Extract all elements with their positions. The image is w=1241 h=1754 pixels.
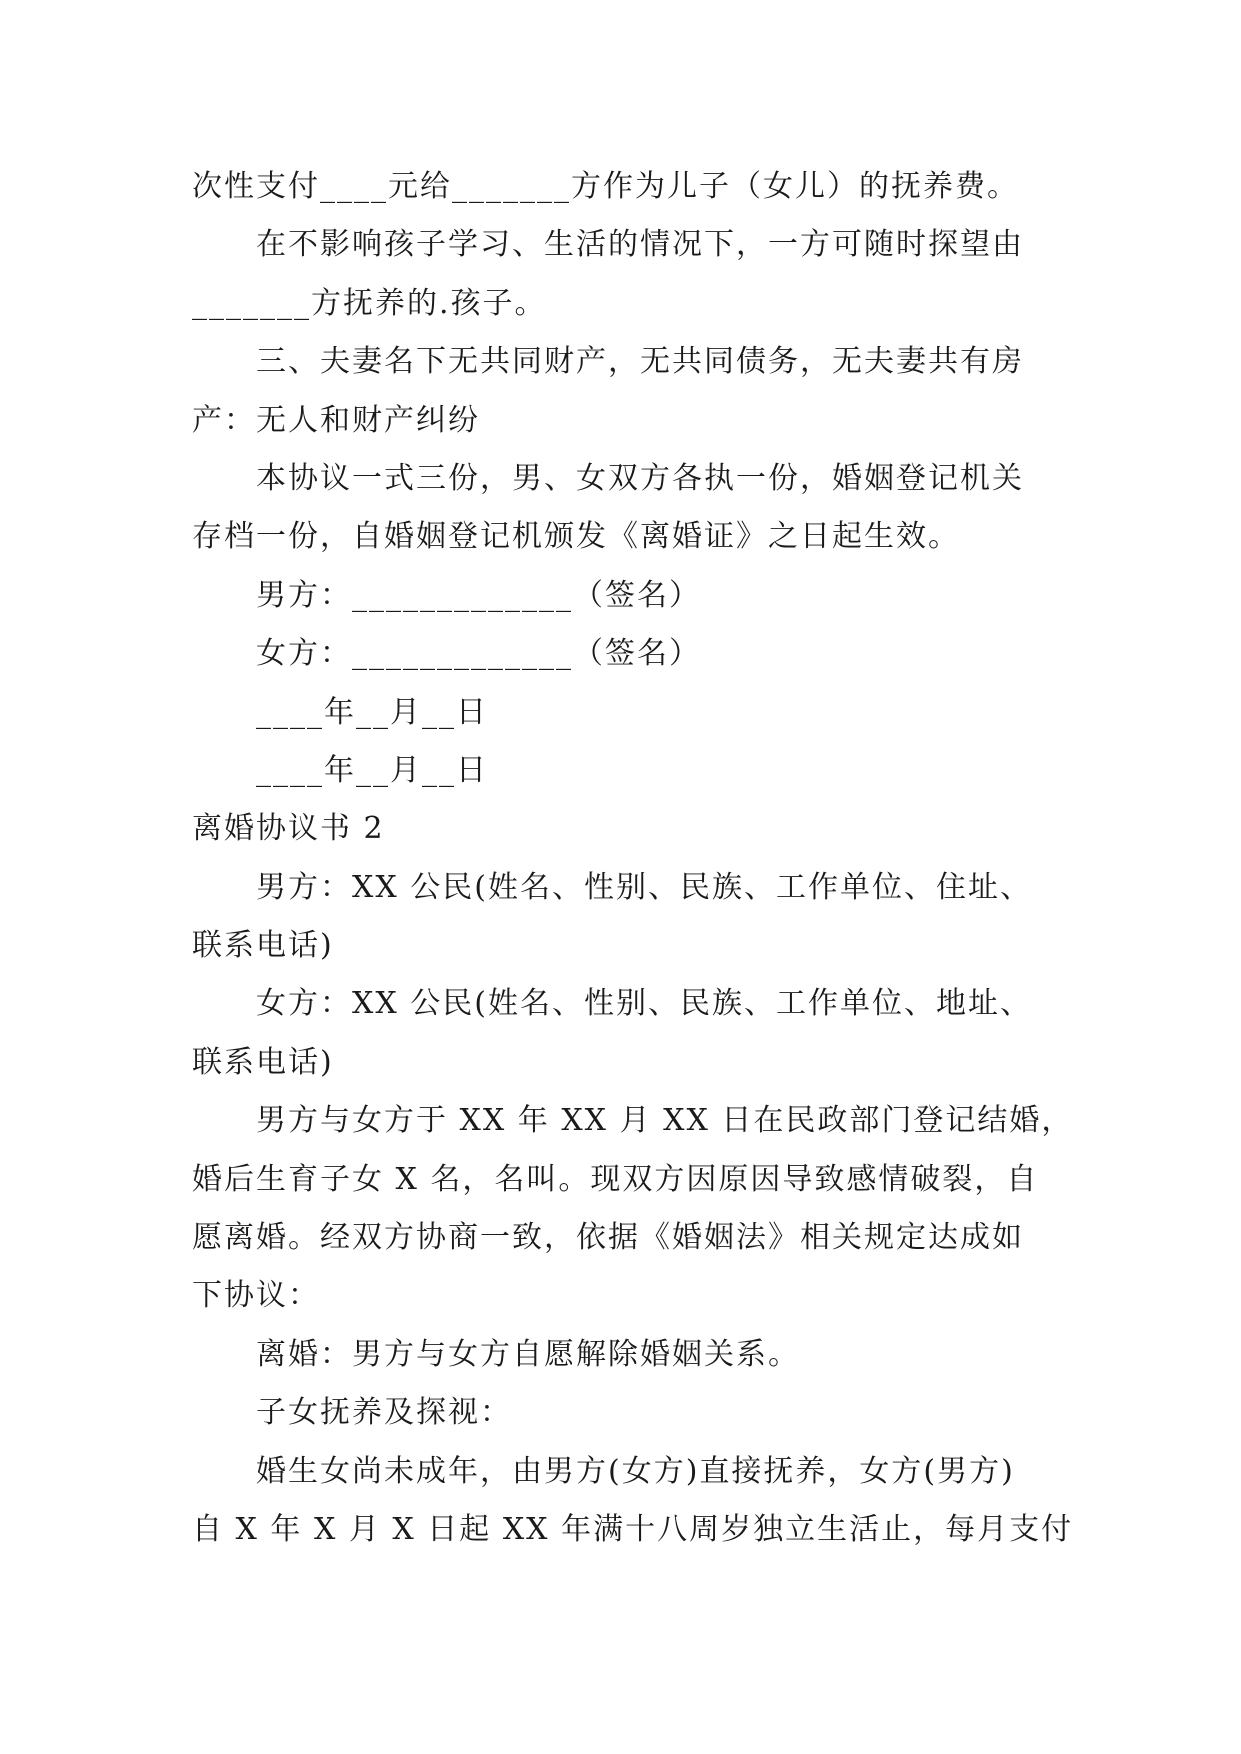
text-line: 三、夫妻名下无共同财产，无共同债务，无夫妻共有房	[256, 344, 1024, 380]
text-line: 男方：XX 公民(姓名、性别、民族、工作单位、住址、	[256, 869, 1032, 905]
text-line: 婚后生育子女 X 名，名叫。现双方因原因导致感情破裂，自	[192, 1161, 1039, 1197]
text-line: 联系电话)	[192, 928, 334, 964]
text-line: _______方抚养的.孩子。	[192, 285, 547, 321]
text-line: 次性支付____元给_______方作为儿子（女儿）的抚养费。	[192, 169, 1019, 204]
text-line: 女方：XX 公民(姓名、性别、民族、工作单位、地址、	[256, 986, 1032, 1022]
text-line: 在不影响孩子学习、生活的情况下，一方可随时探望由	[256, 227, 1024, 263]
text-line: 产：无人和财产纠纷	[192, 402, 480, 438]
male-signature-line: 男方：_____________（签名）	[256, 577, 701, 613]
text-line: 存档一份，自婚姻登记机颁发《离婚证》之日起生效。	[192, 519, 960, 555]
date-line: ____年__月__日	[256, 752, 488, 788]
female-signature-line: 女方：_____________（签名）	[256, 636, 701, 672]
text-line: 本协议一式三份，男、女双方各执一份，婚姻登记机关	[256, 460, 1024, 496]
date-line: ____年__月__日	[256, 694, 488, 730]
text-line: 离婚：男方与女方自愿解除婚姻关系。	[256, 1336, 800, 1372]
text-line: 婚生女尚未成年，由男方(女方)直接抚养，女方(男方)	[256, 1453, 1015, 1489]
text-line: 男方与女方于 XX 年 XX 月 XX 日在民政部门登记结婚，	[256, 1103, 1074, 1139]
document-body	[192, 158, 1072, 1559]
text-line: 愿离婚。经双方协商一致，依据《婚姻法》相关规定达成如	[192, 1220, 1024, 1256]
text-line: 子女抚养及探视：	[256, 1395, 512, 1431]
text-line: 下协议：	[192, 1278, 320, 1314]
section-title: 离婚协议书 2	[192, 811, 385, 847]
text-line: 联系电话)	[192, 1044, 334, 1080]
text-line: 自 X 年 X 月 X 日起 XX 年满十八周岁独立生活止，每月支付	[192, 1511, 1074, 1547]
